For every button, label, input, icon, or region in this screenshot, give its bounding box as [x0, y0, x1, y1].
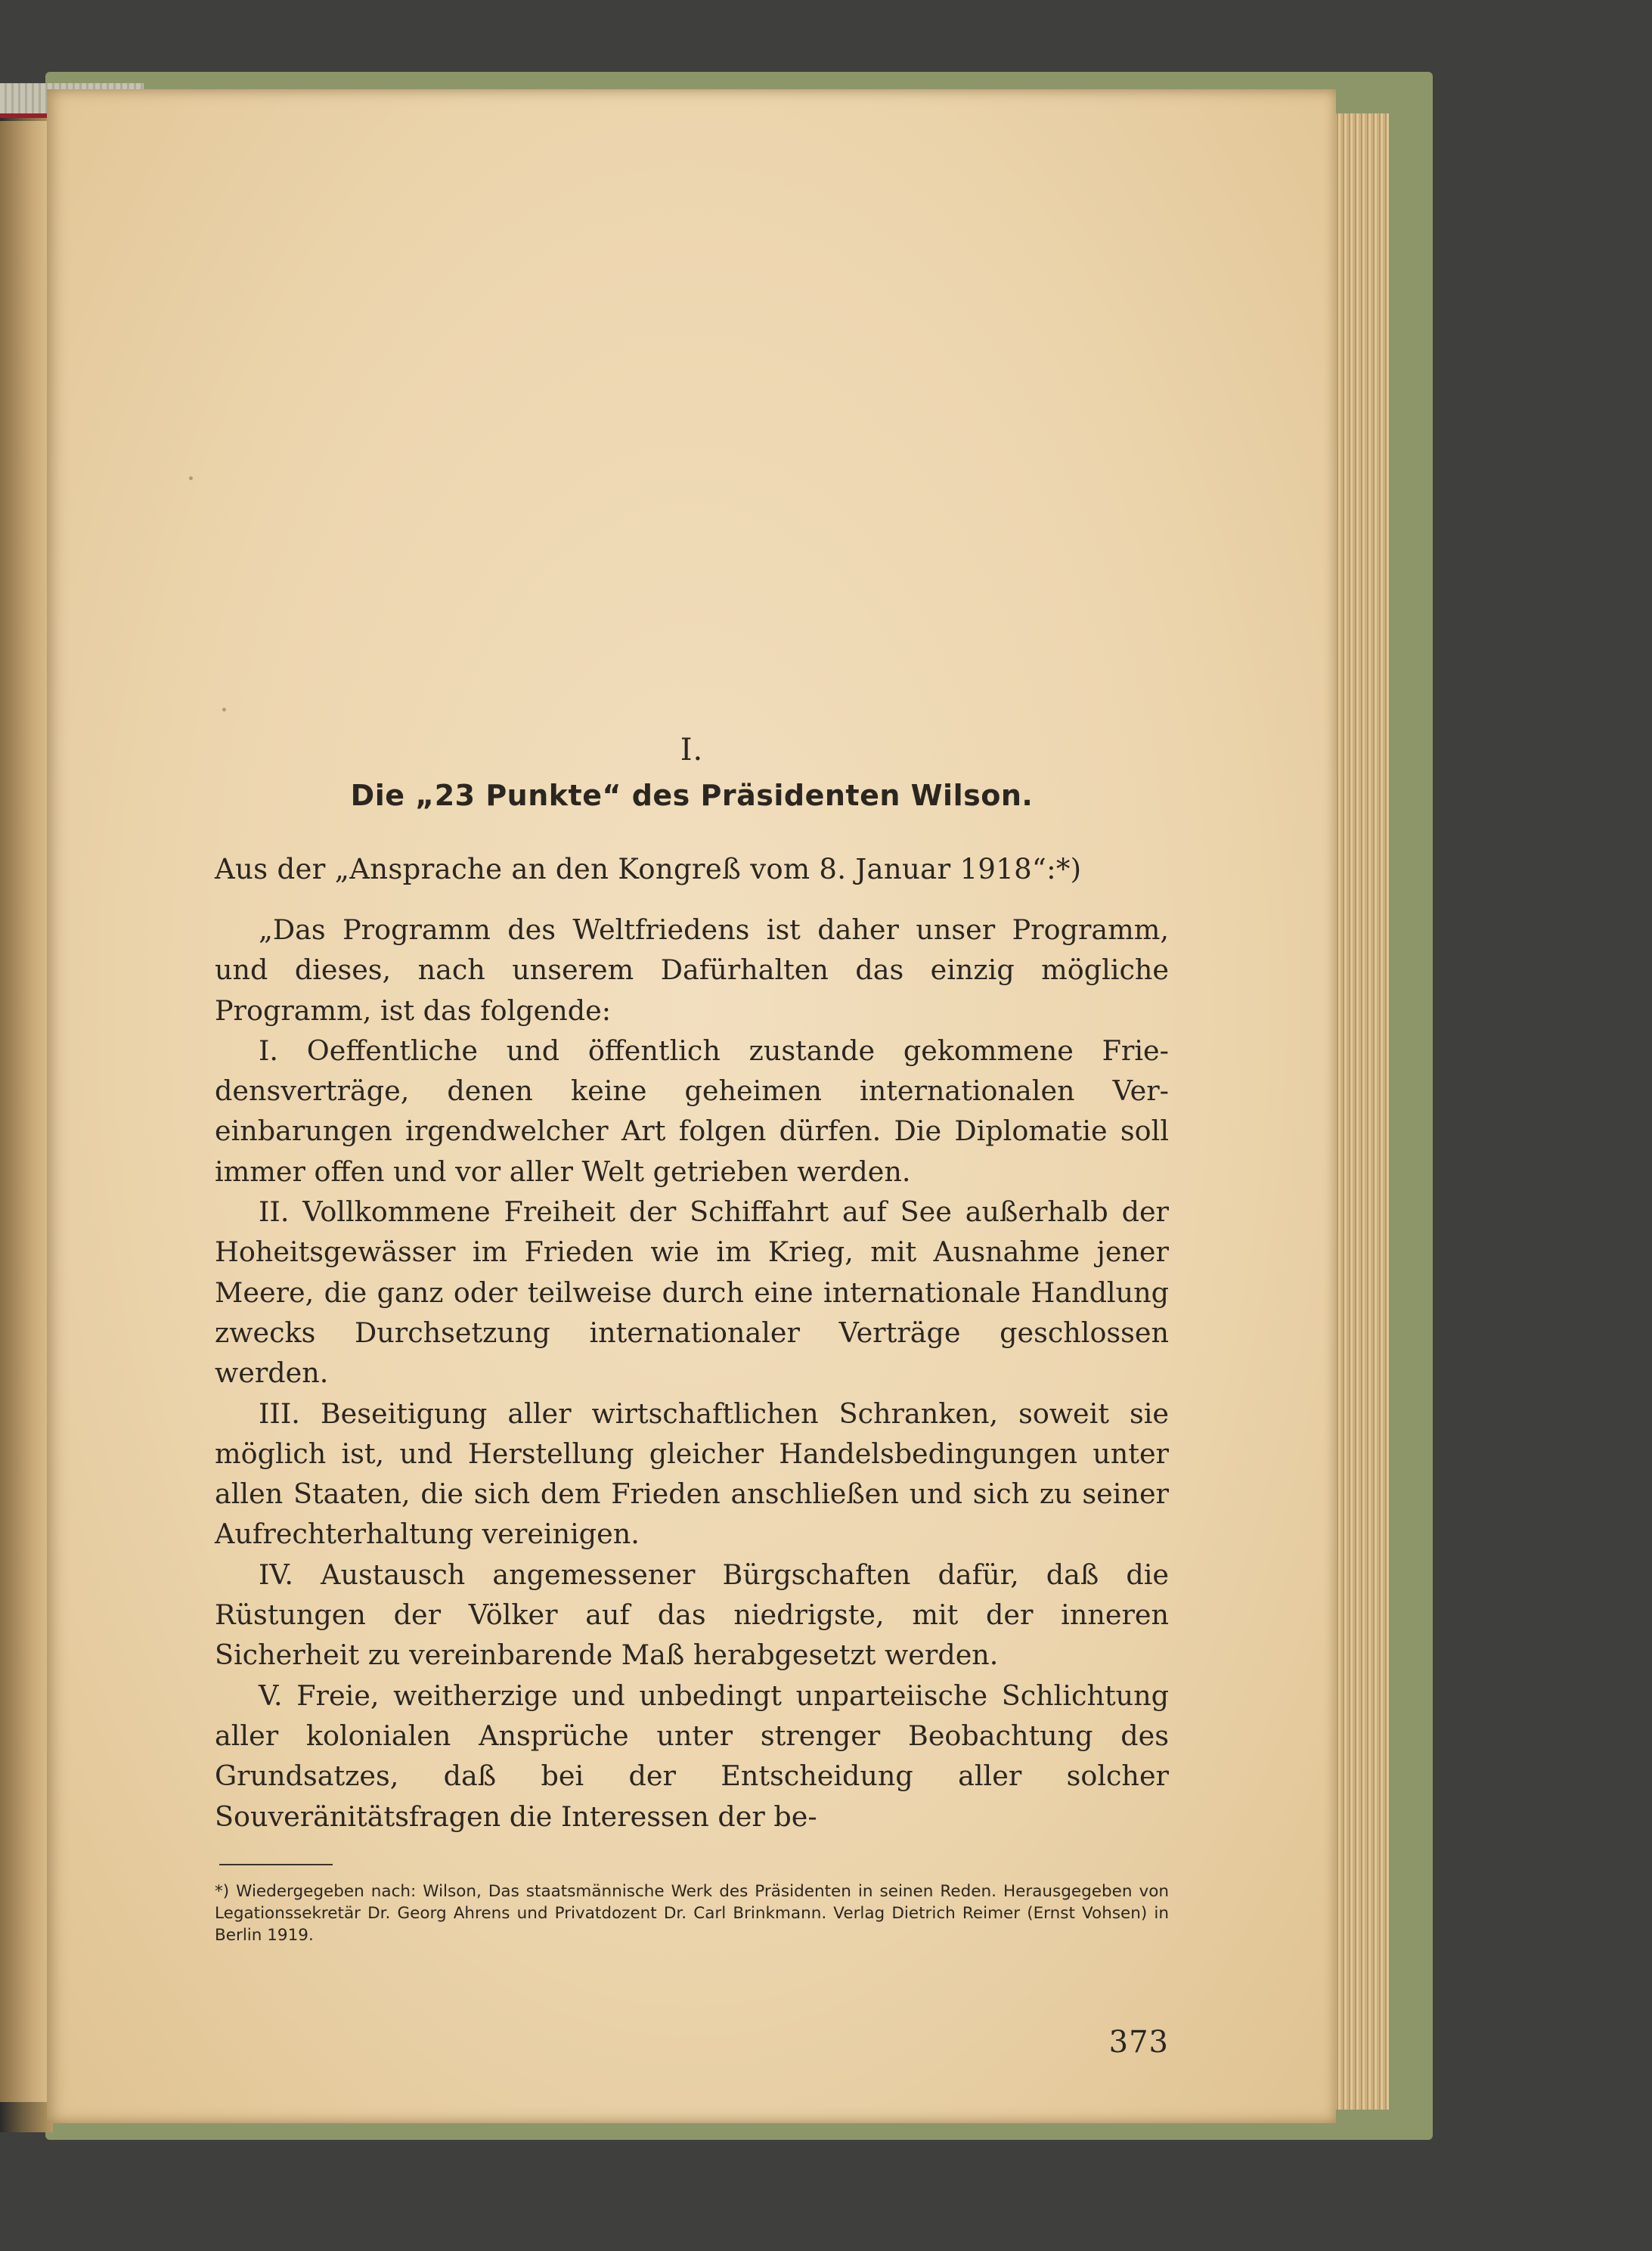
page-number: 373	[1108, 2025, 1169, 2060]
paragraph-point-3: III. Beseitigung aller wirtschaftlichen Schranken, soweit sie möglich ist, und Herstellung gleicher Handelsbedingungen unter allen Staaten, die sich dem Frieden anschließen und sich zu seiner Aufrechterhaltung vereinigen.	[215, 1397, 1169, 1551]
paragraph-point-2: II. Vollkommene Freiheit der Schiffahrt auf See außerhalb der Hoheitsgewässer im Frieden wie im Krieg, mit Ausnahme jener Meere, die ganz oder teilweise durch eine internationale Handlung zwecks Durchsetzung internationaler Verträge geschlossen werden.	[215, 1195, 1169, 1390]
paper-speck	[189, 476, 193, 480]
paragraph-point-5: V. Freie, weitherzige und unbedingt unparteiische Schlichtung aller kolonialen Ansprüche unter strenger Beobachtung des Grundsatzes, daß bei der Entscheidung aller solcher Souveränitätsfragen die Interessen der be-	[215, 1679, 1169, 1833]
intro-line: Aus der „Ansprache an den Kongreß vom 8. Januar 1918“:*)	[215, 853, 1082, 885]
page-block-edge	[1327, 113, 1389, 2110]
footnote: *) Wiedergegeben nach: Wilson, Das staatsmännische Werk des Präsidenten in seinen Reden. Herausgegeben von Legationssekretär Dr. Georg Ahrens und Privatdozent Dr. Carl Brinkmann. Verlag Dietrich Reimer (Ernst Vohsen) in Berlin 1919.	[215, 1881, 1169, 1945]
book-page	[47, 89, 1336, 2123]
paragraph-program: „Das Programm des Weltfriedens ist daher unser Programm, und dieses, nach unserem Dafürhalten das einzig mögliche Programm, ist das folgende:	[215, 913, 1169, 1027]
page-number-area	[215, 89, 1169, 2123]
paragraph-point-1: I. Oeffentliche und öffentlich zustande gekommene Friedensverträge, denen keine geheimen internationalen Vereinbarungen irgendwelcher Art folgen dürfen. Die Diplomatie soll immer offen und vor aller Welt getrieben werden.	[215, 1034, 1169, 1188]
facing-page-edge	[0, 121, 48, 2102]
chapter-title: Die „23 Punkte“ des Präsidenten Wilson.	[350, 779, 1034, 812]
paragraph-point-4: IV. Austausch angemessener Bürgschaften dafür, daß die Rüstungen der Völker auf das niedrigste, mit der inneren Sicherheit zu vereinbarende Maß herabgesetzt werden.	[215, 1558, 1169, 1672]
chapter-number: I.	[680, 733, 704, 767]
